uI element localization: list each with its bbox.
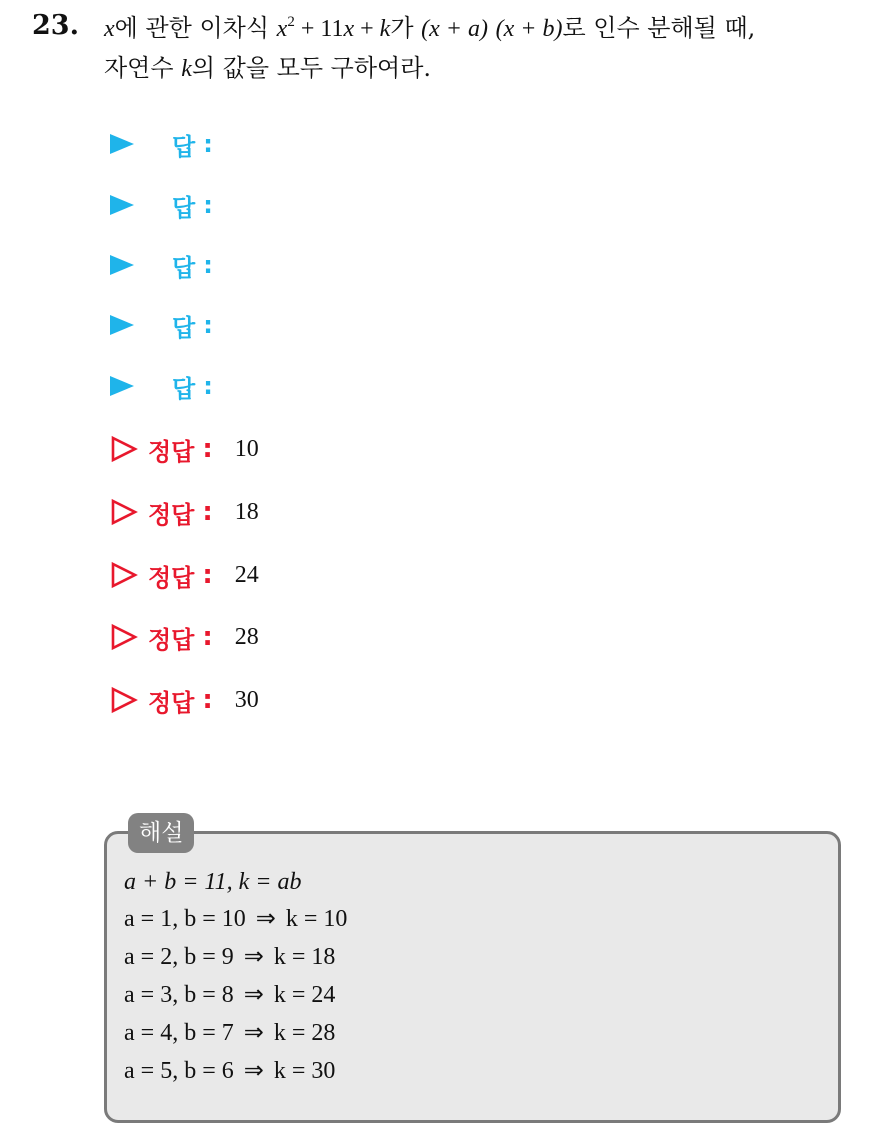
filled-triangle-right-icon xyxy=(110,134,134,154)
problem-text: 가 xyxy=(390,14,422,42)
outline-triangle-right-icon xyxy=(110,435,138,463)
explanation-lhs: a = 1, b = 10 xyxy=(124,906,246,932)
solution-value: 28 xyxy=(234,623,259,650)
answer-row xyxy=(110,189,621,221)
answer-row xyxy=(110,370,621,402)
problem-text: 자연수 xyxy=(104,54,182,82)
filled-triangle-right-icon xyxy=(110,195,134,215)
answer-row xyxy=(110,249,621,281)
math-factor-1: (x + a) xyxy=(421,16,488,42)
answer-colon: : xyxy=(203,372,213,400)
explanation-line xyxy=(124,901,347,937)
explanation-line xyxy=(124,939,335,975)
explanation-rhs: k = 10 xyxy=(285,906,348,932)
solution-value: 18 xyxy=(234,498,259,525)
answer-field[interactable] xyxy=(221,191,621,219)
filled-triangle-right-icon xyxy=(110,255,134,275)
outline-triangle-right-icon xyxy=(110,623,138,651)
solution-row xyxy=(110,558,259,592)
problem-line-1 xyxy=(104,12,755,45)
solution-label: 정답 xyxy=(148,500,195,529)
implies-arrow: ⇒ xyxy=(243,982,264,1008)
answer-colon: : xyxy=(203,130,213,158)
problem-number: 23. xyxy=(32,10,79,41)
outline-triangle-right-icon xyxy=(110,686,138,714)
problem-text: 에 관한 이차식 xyxy=(114,14,277,42)
answer-row xyxy=(110,128,621,160)
math-var-k: k xyxy=(181,56,192,82)
outline-triangle-right-icon xyxy=(110,561,138,589)
answer-row xyxy=(110,309,621,341)
solution-row xyxy=(110,620,259,654)
answer-label: 답 xyxy=(172,313,196,342)
solution-colon: : xyxy=(202,685,213,715)
math-var-x: x xyxy=(104,16,115,42)
implies-arrow: ⇒ xyxy=(243,944,264,970)
filled-triangle-right-icon xyxy=(110,376,134,396)
answer-colon: : xyxy=(203,191,213,219)
explanation-lhs: a + b = 11, k = ab xyxy=(124,869,302,895)
explanation-line xyxy=(124,1015,335,1051)
solution-colon: : xyxy=(202,497,213,527)
answer-label: 답 xyxy=(172,132,196,161)
explanation-line xyxy=(124,977,335,1013)
explanation-lhs: a = 4, b = 7 xyxy=(124,1020,234,1046)
solution-value: 24 xyxy=(234,561,259,588)
math-expression: $x^2 + 11x + k$ xyxy=(276,14,391,42)
answer-field[interactable] xyxy=(221,311,621,339)
solution-colon: : xyxy=(202,560,213,590)
implies-arrow: ⇒ xyxy=(243,1020,264,1046)
explanation-rhs: k = 24 xyxy=(273,982,336,1008)
solution-colon: : xyxy=(202,622,213,652)
explanation-lhs: a = 5, b = 6 xyxy=(124,1058,234,1084)
problem-text: 의 값을 모두 구하여라. xyxy=(191,54,432,82)
explanation-rhs: k = 18 xyxy=(273,944,336,970)
solution-label: 정답 xyxy=(148,625,195,654)
answer-field[interactable] xyxy=(221,372,621,400)
math-factor-2: (x + b) xyxy=(495,16,563,42)
implies-arrow: ⇒ xyxy=(243,1058,264,1084)
explanation-rhs: k = 28 xyxy=(273,1020,336,1046)
problem-line-2 xyxy=(104,52,431,85)
solution-colon: : xyxy=(202,434,213,464)
solution-label: 정답 xyxy=(148,437,195,466)
filled-triangle-right-icon xyxy=(110,315,134,335)
solution-value: 30 xyxy=(234,686,259,713)
outline-triangle-right-icon xyxy=(110,498,138,526)
answer-colon: : xyxy=(203,251,213,279)
solution-row xyxy=(110,432,259,466)
explanation-tag: 해설 xyxy=(128,813,194,853)
answer-label: 답 xyxy=(172,193,196,222)
explanation-line xyxy=(124,864,301,900)
answer-field[interactable] xyxy=(221,130,621,158)
answer-colon: : xyxy=(203,311,213,339)
solution-label: 정답 xyxy=(148,563,195,592)
explanation-lhs: a = 3, b = 8 xyxy=(124,982,234,1008)
answer-field[interactable] xyxy=(221,251,621,279)
problem-text: 로 인수 분해될 때, xyxy=(562,14,756,42)
answer-label: 답 xyxy=(172,374,196,403)
answer-label: 답 xyxy=(172,253,196,282)
solution-row xyxy=(110,683,259,717)
explanation-lhs: a = 2, b = 9 xyxy=(124,944,234,970)
explanation-rhs: k = 30 xyxy=(273,1058,336,1084)
solution-row xyxy=(110,495,259,529)
solution-label: 정답 xyxy=(148,688,195,717)
implies-arrow: ⇒ xyxy=(255,906,276,932)
explanation-line xyxy=(124,1053,335,1089)
solution-value: 10 xyxy=(234,435,259,462)
